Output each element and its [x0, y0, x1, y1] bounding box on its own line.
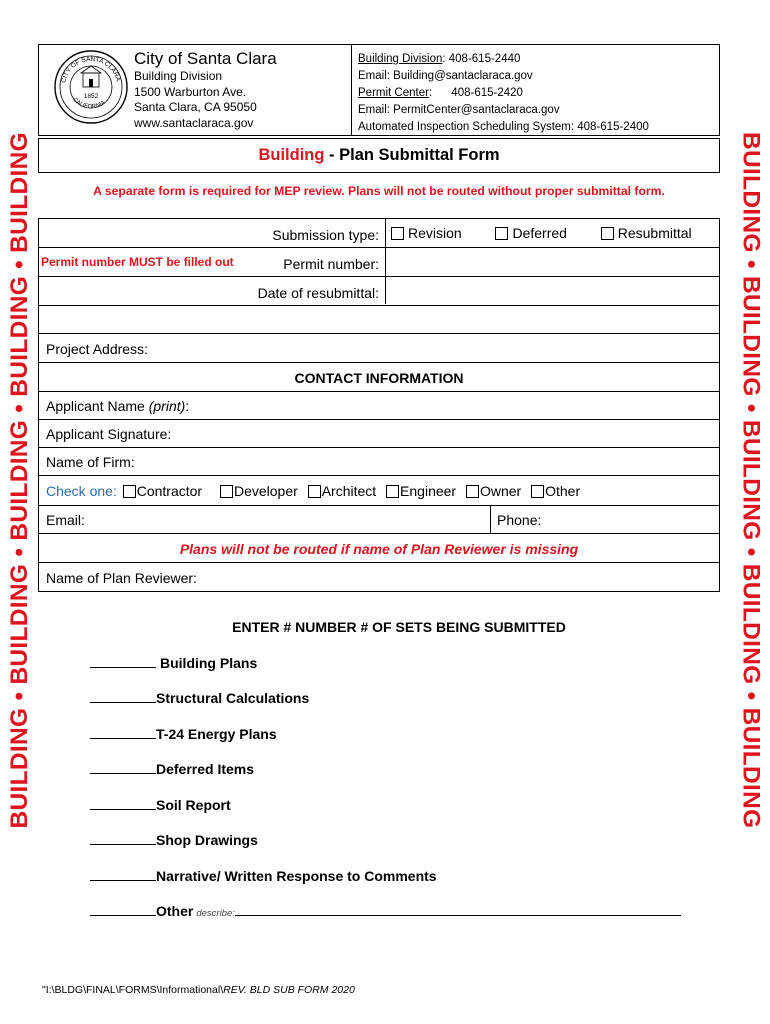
developer-label: Developer: [233, 483, 298, 499]
other-checkbox[interactable]: [531, 485, 544, 498]
set-narrative[interactable]: Narrative/ Written Response to Comments: [90, 868, 437, 884]
set-soil-report[interactable]: Soil Report: [90, 797, 231, 813]
set-count-blank[interactable]: [90, 903, 156, 916]
set-count-blank[interactable]: [90, 797, 156, 810]
resubmittal-checkbox[interactable]: [601, 227, 614, 240]
firm-row[interactable]: [38, 447, 720, 476]
submission-type-label: Submission type:: [272, 227, 379, 243]
seal-year: 1852: [83, 93, 99, 100]
permit-center-label: Permit Center: [358, 87, 429, 99]
city-state-zip: Santa Clara, CA 95050: [134, 100, 257, 114]
contractor-label: Contractor: [136, 483, 203, 499]
city-name: City of Santa Clara: [134, 49, 277, 68]
reviewer-warning: Plans will not be routed if name of Plan Reviewer is missing: [179, 541, 579, 557]
signature-label: Applicant Signature:: [46, 426, 172, 442]
title-rest: - Plan Submittal Form: [324, 146, 500, 164]
left-side-text: BUILDING • BUILDING • BUILDING • BUILDING • BUILDING: [5, 131, 33, 829]
email-label: Email:: [46, 512, 85, 528]
set-deferred-items[interactable]: Deferred Items: [90, 761, 254, 777]
describe-field[interactable]: [235, 904, 681, 916]
inspection-line: Automated Inspection Scheduling System: 408-615-2400: [358, 121, 649, 133]
website-link[interactable]: www.santaclaraca.gov: [134, 115, 254, 130]
plan-reviewer-row[interactable]: [38, 562, 720, 592]
project-address-row[interactable]: [38, 333, 720, 363]
contact-heading-row: [38, 362, 720, 392]
applicant-name-row[interactable]: [38, 391, 720, 420]
signature-row[interactable]: [38, 419, 720, 448]
division-name: Building Division: [134, 69, 223, 83]
set-shop-drawings[interactable]: Shop Drawings: [90, 832, 258, 848]
architect-checkbox[interactable]: [308, 485, 321, 498]
resubmittal-label: Resubmittal: [617, 225, 692, 241]
street-address: 1500 Warburton Ave.: [134, 84, 247, 99]
set-count-blank[interactable]: [90, 832, 156, 845]
applicant-name-label: Applicant Name (print):: [46, 398, 190, 414]
check-one-label: Check one:: [46, 483, 117, 499]
owner-checkbox[interactable]: [466, 485, 479, 498]
mep-note: A separate form is required for MEP review. Plans will not be routed without proper submittal form.: [93, 184, 665, 198]
set-t24-energy-plans[interactable]: T-24 Energy Plans: [90, 726, 277, 742]
svg-text:CALIFORNIA: CALIFORNIA: [71, 96, 107, 111]
email-phone-row: [38, 505, 720, 534]
developer-checkbox[interactable]: [220, 485, 233, 498]
submission-block: [38, 218, 720, 334]
svg-text:CITY OF SANTA CLARA: CITY OF SANTA CLARA: [60, 55, 122, 84]
permit-number-field[interactable]: [387, 248, 719, 276]
set-count-blank[interactable]: [90, 868, 156, 881]
contact-phones-block: [351, 45, 720, 135]
footer-path: [42, 984, 355, 996]
title-building: Building: [258, 146, 325, 164]
other-label: Other: [545, 483, 581, 499]
deferred-label: Deferred: [512, 225, 567, 241]
revision-checkbox[interactable]: [391, 227, 404, 240]
revision-label: Revision: [408, 225, 462, 241]
check-one-group: [46, 483, 580, 499]
sets-heading: ENTER # NUMBER # OF SETS BEING SUBMITTED: [232, 619, 566, 635]
set-building-plans[interactable]: Building Plans: [90, 655, 257, 671]
describe-label: describe:: [196, 908, 235, 919]
permit-warning: Permit number MUST be filled out: [41, 255, 234, 269]
set-structural-calculations[interactable]: Structural Calculations: [90, 690, 309, 706]
permit-number-label: Permit number:: [283, 256, 379, 272]
footer-form: REV. BLD SUB FORM 2020: [223, 984, 355, 996]
contact-heading: CONTACT INFORMATION: [294, 370, 464, 386]
permit-email[interactable]: Email: PermitCenter@santaclaraca.gov: [358, 104, 560, 116]
set-count-blank[interactable]: [90, 761, 156, 774]
phone-label: Phone:: [497, 512, 542, 528]
left-side-band: [2, 40, 38, 920]
engineer-label: Engineer: [400, 483, 457, 499]
date-resubmittal-field[interactable]: [387, 277, 719, 305]
set-other[interactable]: Other describe:: [90, 903, 681, 919]
project-address-label: Project Address:: [46, 341, 148, 357]
set-count-blank[interactable]: [90, 690, 156, 703]
date-resubmittal-label: Date of resubmittal:: [257, 285, 379, 301]
building-division-label: Building Division: [358, 53, 443, 65]
right-side-band: [732, 40, 768, 920]
set-count-blank[interactable]: [90, 655, 156, 668]
permit-center-phone: : 408-615-2420: [428, 87, 523, 99]
submission-type-options: [391, 225, 692, 241]
set-count-blank[interactable]: [90, 726, 156, 739]
owner-label: Owner: [479, 483, 522, 499]
building-division-phone: : 408-615-2440: [442, 53, 521, 65]
plan-reviewer-label: Name of Plan Reviewer:: [46, 570, 197, 586]
right-side-text: BUILDING • BUILDING • BUILDING • BUILDING • BUILDING: [737, 131, 765, 829]
footer-dir: "I:\BLDG\FINAL\FORMS\Informational\: [42, 984, 224, 996]
check-one-row: [38, 475, 720, 506]
city-address-block: [134, 49, 277, 131]
form-title: [38, 138, 720, 173]
firm-label: Name of Firm:: [46, 454, 135, 470]
header-box: [38, 44, 720, 136]
deferred-checkbox[interactable]: [495, 227, 508, 240]
reviewer-warning-row: [38, 533, 720, 563]
contractor-checkbox[interactable]: [123, 485, 136, 498]
architect-label: Architect: [321, 483, 377, 499]
engineer-checkbox[interactable]: [386, 485, 399, 498]
city-seal-icon: [53, 49, 129, 125]
building-email[interactable]: Email: Building@santaclaraca.gov: [358, 70, 533, 82]
